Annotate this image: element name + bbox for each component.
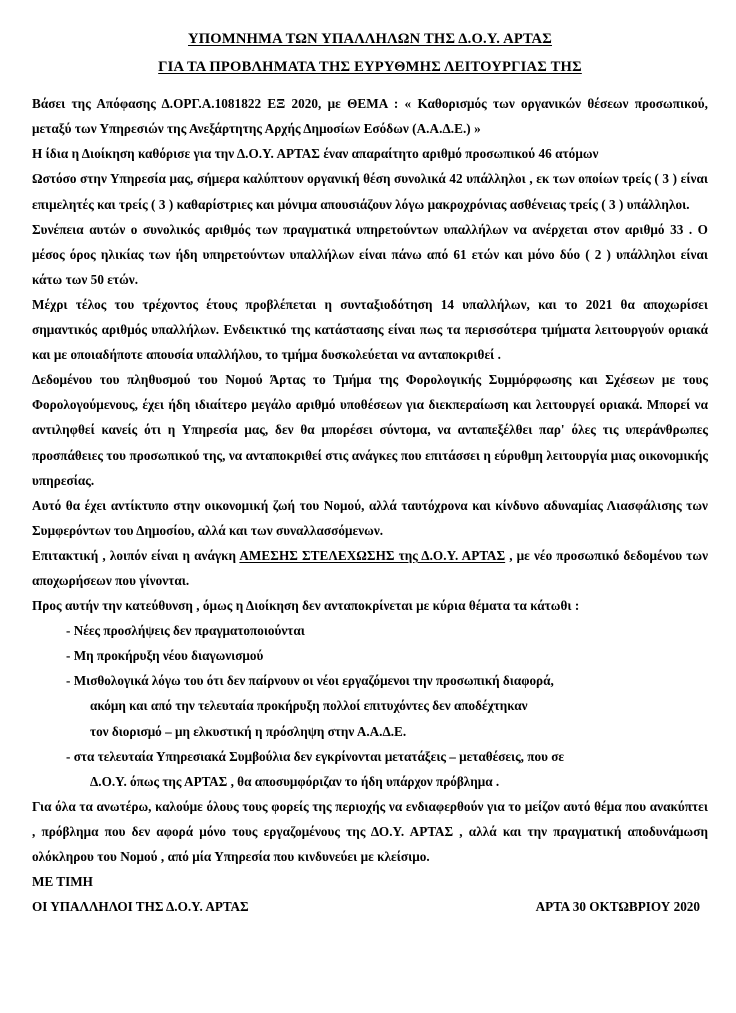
- paragraph-8-emphasis: ΑΜΕΣΗΣ ΣΤΕΛΕΧΩΣΗΣ της Δ.Ο.Υ. ΑΡΤΑΣ: [239, 547, 506, 563]
- closing-block: [32, 869, 708, 919]
- paragraph-3: Ωστόσο στην Υπηρεσία μας, σήμερα καλύπτουν οργανική θέση συνολικά 42 υπάλληλοι , εκ των οποίων τρείς ( 3 ) είναι επιμελητές και τρείς ( 3 ) καθαρίστριες και μόνιμα απουσιάζουν λόγω μακροχρόνιας ασθένειας τρείς ( 3 ) υπάλληλοι.: [32, 171, 708, 212]
- page-title: [32, 32, 708, 74]
- paragraph-7: Αυτό θα έχει αντίκτυπο στην οικονομική ζωή του Νομού, αλλά ταυτόχρονα και κίνδυνο αδυναμίας Λιασφάλισης των Συμφερόντων του Δημοσίου, αλλά και των συναλλασσόμενων.: [32, 497, 708, 538]
- list-item-text-cont: ακόμη και από την τελευταία προκήρυξη πολλοί επιτυχόντες δεν αποδέχτηκαν: [90, 698, 528, 714]
- title-line-1: ΥΠΟΜΝΗΜΑ ΤΩΝ ΥΠΑΛΛΗΛΩΝ ΤΗΣ Δ.Ο.Υ. ΑΡΤΑΣ: [188, 31, 552, 47]
- title-line-2: ΓΙΑ ΤΑ ΠΡΟΒΛΗΜΑΤΑ ΤΗΣ ΕΥΡΥΘΜΗΣ ΛΕΙΤΟΥΡΓΙΑΣ ΤΗΣ: [158, 58, 582, 75]
- document-body: [32, 91, 708, 919]
- closing-signatory: ΟΙ ΥΠΑΛΛΗΛΟΙ ΤΗΣ Δ.Ο.Υ. ΑΡΤΑΣ: [32, 899, 249, 915]
- bullet-marker: -: [66, 748, 71, 764]
- bullet-marker: -: [66, 648, 71, 664]
- paragraph-1: Βάσει της Απόφασης Δ.ΟΡΓ.Α.1081822 ΕΞ 2020, με ΘΕΜΑ : « Καθορισμός των οργανικών θέσεων προσωπικού, μεταξύ των Υπηρεσιών της Ανεξάρτητης Αρχής Δημοσίων Εσόδων (Α.Α.Δ.Ε.) »: [32, 96, 708, 137]
- list-item-text-cont: Δ.Ο.Υ. όπως της ΑΡΤΑΣ , θα αποσυμφόριζαν το ήδη υπάρχον πρόβλημα .: [90, 773, 500, 789]
- issues-list: [32, 618, 708, 794]
- list-item: [32, 744, 708, 794]
- list-item-text: Μισθολογικά λόγω του ότι δεν παίρνουν οι νέοι εργαζόμενοι την προσωπική διαφορά,: [73, 673, 554, 689]
- paragraph-2: Η ίδια η Διοίκηση καθόρισε για την Δ.Ο.Υ. ΑΡΤΑΣ έναν απαραίτητο αριθμό προσωπικού 46 ατόμων: [32, 146, 599, 162]
- paragraph-8-tail: , με νέο προσωπικό δεδομένου των αποχωρήσεων που γίνονται.: [32, 547, 709, 588]
- title-line-2-wrap: [32, 60, 708, 75]
- list-item: [32, 618, 708, 643]
- paragraph-5: Μέχρι τέλος του τρέχοντος έτους προβλέπεται η συνταξιοδότηση 14 υπαλλήλων, και το 2021 θα αποχωρίσει σημαντικός αριθμός υπαλλήλων. Ενδεικτικό της κατάστασης είναι πως τα περισσότερα τμήματα λειτουργούν οριακά και με οποιαδήποτε απουσία υπαλλήλου, το τμήμα δυσκολεύεται να ανταποκριθεί .: [32, 296, 708, 363]
- signature-row: [32, 894, 708, 919]
- list-item: [32, 643, 708, 668]
- closing-place-date: ΑΡΤΑ 30 ΟΚΤΩΒΡΙΟΥ 2020: [535, 899, 700, 915]
- closing-regards: ΜΕ ΤΙΜΗ: [32, 874, 93, 890]
- list-item: [32, 668, 708, 743]
- title-line-1-wrap: [32, 32, 708, 47]
- paragraph-9: Προς αυτήν την κατεύθυνση , όμως η Διοίκηση δεν ανταποκρίνεται με κύρια θέματα τα κάτωθι :: [32, 598, 580, 614]
- paragraph-10: Για όλα τα ανωτέρω, καλούμε όλους τους φορείς της περιοχής να ενδιαφερθούν για το μείζον αυτό θέμα που ανακύπτει , πρόβλημα που δεν αφορά μόνο τους εργαζομένους της ΔΟ.Υ. ΑΡΤΑΣ , αλλά και την πραγματική αποδυνάμωση ολόκληρου του Νομού , από μία Υπηρεσία που κινδυνεύει με κλείσιμο.: [32, 798, 708, 864]
- bullet-marker: -: [66, 673, 71, 689]
- list-item-text: Μη προκήρυξη νέου διαγωνισμού: [73, 648, 264, 664]
- bullet-marker: -: [66, 623, 71, 639]
- paragraph-8-lead: Επιτακτική , λοιπόν είναι η ανάγκη: [32, 547, 240, 563]
- list-item-text-cont: τον διορισμό – μη ελκυστική η πρόσληψη στην Α.Α.Δ.Ε.: [90, 723, 407, 739]
- list-item-text: στα τελευταία Υπηρεσιακά Συμβούλια δεν εγκρίνονται μετατάξεις – μεταθέσεις, που σε: [73, 748, 565, 764]
- paragraph-6: Δεδομένου του πληθυσμού του Νομού Άρτας το Τμήμα της Φορολογικής Συμμόρφωσης και Σχέσεων με τους Φορολογούμενους, έχει ήδη ιδιαίτερο μεγάλο αριθμό υποθέσεων για διεκπεραίωση και λειτουργεί οριακά. Μπορεί να αντιληφθεί κανείς ότι η Υπηρεσία μας, δεν θα μπορέσει σύντομα, να ανταπεξέλθει παρ' όλες τις υπεράνθρωπες προσπάθειες του προσωπικού της, να ανταποκριθεί στις ανάγκες που επιτάσσει η εύρυθμη λειτουργία μιας οικονομικής υπηρεσίας.: [32, 372, 708, 488]
- paragraph-8: [32, 543, 708, 593]
- list-item-text: Νέες προσλήψεις δεν πραγματοποιούνται: [73, 623, 305, 639]
- paragraph-4: Συνέπεια αυτών ο συνολικός αριθμός των πραγματικά υπηρετούντων υπαλλήλων να ανέρχεται στον αριθμό 33 . Ο μέσος όρος ηλικίας των ήδη υπηρετούντων υπαλλήλων είναι πάνω από 61 ετών και μόνο δύο ( 2 ) υπάλληλοι είναι κάτω των 50 ετών.: [32, 221, 708, 287]
